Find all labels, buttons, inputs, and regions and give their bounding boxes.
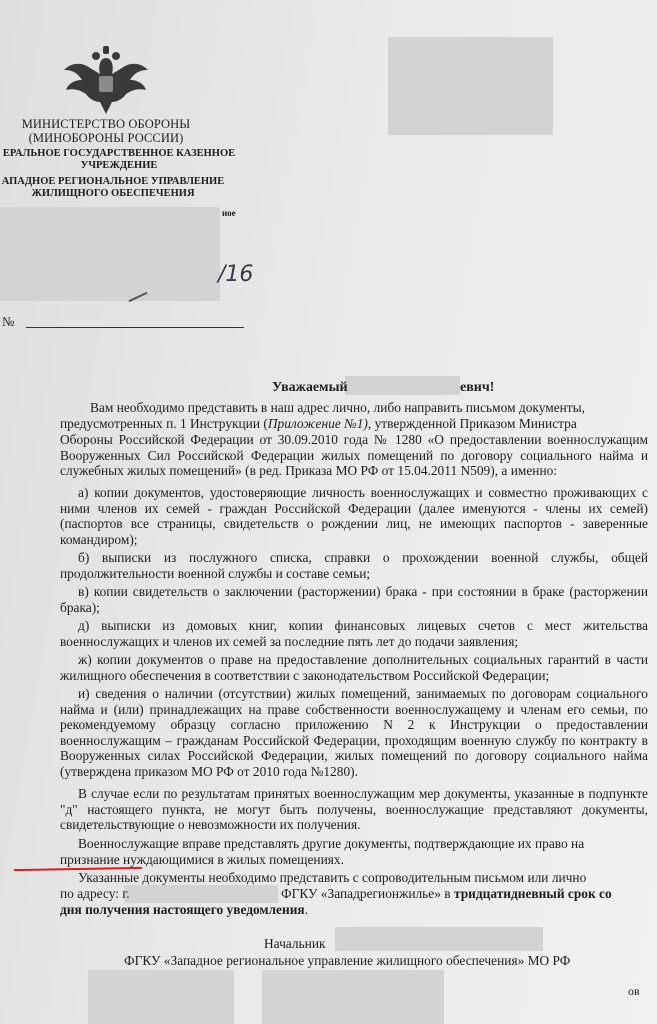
redaction-chief-name [335, 927, 543, 951]
list-item-i: и) сведения о наличии (отсутствии) жилых помещений, занимаемых по договорам социального найма и (или) принадлежащих на праве собственности военнослужащему и членам его семьи, по рекомендуемому образцу согласно приложению N 2 к Инструкции о предоставлении военнослужащим – гражданам Российской Федерации, проходящим военную службу по контракту в Вооруженных силах Российской Федерации, жилых помещений по договору социального найма (утверждена приказом МО РФ от 2010 года №1280). [60, 686, 648, 779]
header-edge-fragment: ное [222, 208, 236, 218]
ministry-name: МИНИСТЕРСТВО ОБОРОНЫ [21, 117, 191, 131]
paragraph-intro-line2: предусмотренных п. 1 Инструкции (Приложение №1), утвержденной Приказом Министра [60, 416, 577, 431]
signature-org: ФГКУ «Западное региональное управление жилищного обеспечения» МО РФ [124, 953, 571, 968]
paragraph-right-line2: признание нуждающимися в жилых помещениях. [60, 852, 344, 867]
paragraph-send-line1: Указанные документы необходимо представить с сопроводительным письмом или лично [78, 870, 587, 885]
org-line-2: УЧРЕЖДЕНИЕ [80, 160, 158, 171]
salutation-prefix: Уважаемый [272, 380, 348, 395]
number-underline [26, 327, 244, 328]
list-item-zh: ж) копии документов о праве на предоставление дополнительных социальных гарантий в части жилищного обеспечения в соответствии с законодательством Российской Федерации; [60, 652, 648, 683]
redaction-bottom-left [88, 970, 234, 1024]
deadline-bold-1: тридцатидневный срок со [453, 886, 612, 901]
redaction-top-right [388, 37, 553, 135]
number-label: № [2, 314, 15, 329]
org-line-3: АПАДНОЕ РЕГИОНАЛЬНОЕ УПРАВЛЕНИЕ [1, 176, 225, 187]
list-item-d: д) выписки из домовых книг, копии финансовых лицевых счетов с мест жительства военнослужащих и членов их семей за последние пять лет до подачи заявления; [60, 618, 648, 649]
org-line-1: ЕРАЛЬНОЕ ГОСУДАРСТВЕННОЕ КАЗЕННОЕ [2, 148, 236, 159]
list-item-b: б) выписки из послужного списка, справки о прохождении военной службы, общей продолжительности военной службы и составе семьи; [60, 550, 648, 581]
org-line-4: ЖИЛИЩНОГО ОБЕСПЕЧЕНИЯ [31, 188, 195, 199]
paragraph-case: В случае если по результатам принятых военнослужащим мер документы, указанные в подпункте "д" настоящего пункта, не могут быть получены, военнослужащие представляют документы, свидетельствующие о невозможности их получения. [60, 786, 648, 833]
redaction-recipient [0, 207, 220, 301]
signature-edge-fragment: ов [628, 984, 640, 998]
appendix-ref: Приложение №1) [267, 416, 368, 431]
ministry-short-name: (МИНОБОРОНЫ РОССИИ) [28, 131, 184, 145]
salutation-suffix: евич! [460, 380, 495, 395]
paragraph-right-line1: Военнослужащие вправе представлять другие документы, подтверждающие их право на [78, 836, 585, 851]
redaction-salutation-name [345, 376, 460, 395]
paragraph-send-address: по адресу: г. [60, 886, 130, 901]
paragraph-send-org: ФГКУ «Западрегионжилье» в тридцатидневный срок со [281, 886, 612, 901]
list-item-v: в) копии свидетельств о заключении (расторжении) брака - при состоянии в браке (расторжении брака); [60, 584, 648, 615]
double-headed-eagle-emblem-icon [60, 44, 152, 116]
paragraph-intro-line1: Вам необходимо представить в наш адрес лично, либо направить письмом документы, [90, 400, 586, 415]
redaction-bottom-right [262, 970, 444, 1024]
signature-title: Начальник [264, 936, 326, 951]
deadline-bold-2: дня получения настоящего уведомления [60, 902, 305, 917]
redaction-address [124, 885, 278, 903]
paragraph-intro-rest: Обороны Российской Федерации от 30.09.2010 года № 1280 «О предоставлении военнослужащим Вооруженных Сил Российской Федерации жилых помещений по договору социального найма и служебных жилых помещений» (в ред. Приказа МО РФ от 15.04.2011 N509), а именно: [60, 432, 648, 479]
list-item-a: а) копии документов, удостоверяющие личность военнослужащих и совместно проживающих с ними членов их семей - граждан Российской Федерации (далее именуются - члены их семей) (паспортов все страницы, свидетельств о рождении лиц, не имеющих паспортов - заверенные командиром); [60, 485, 648, 547]
handwritten-number: /16 [218, 262, 254, 287]
paragraph-send-deadline: дня получения настоящего уведомления. [60, 902, 309, 917]
